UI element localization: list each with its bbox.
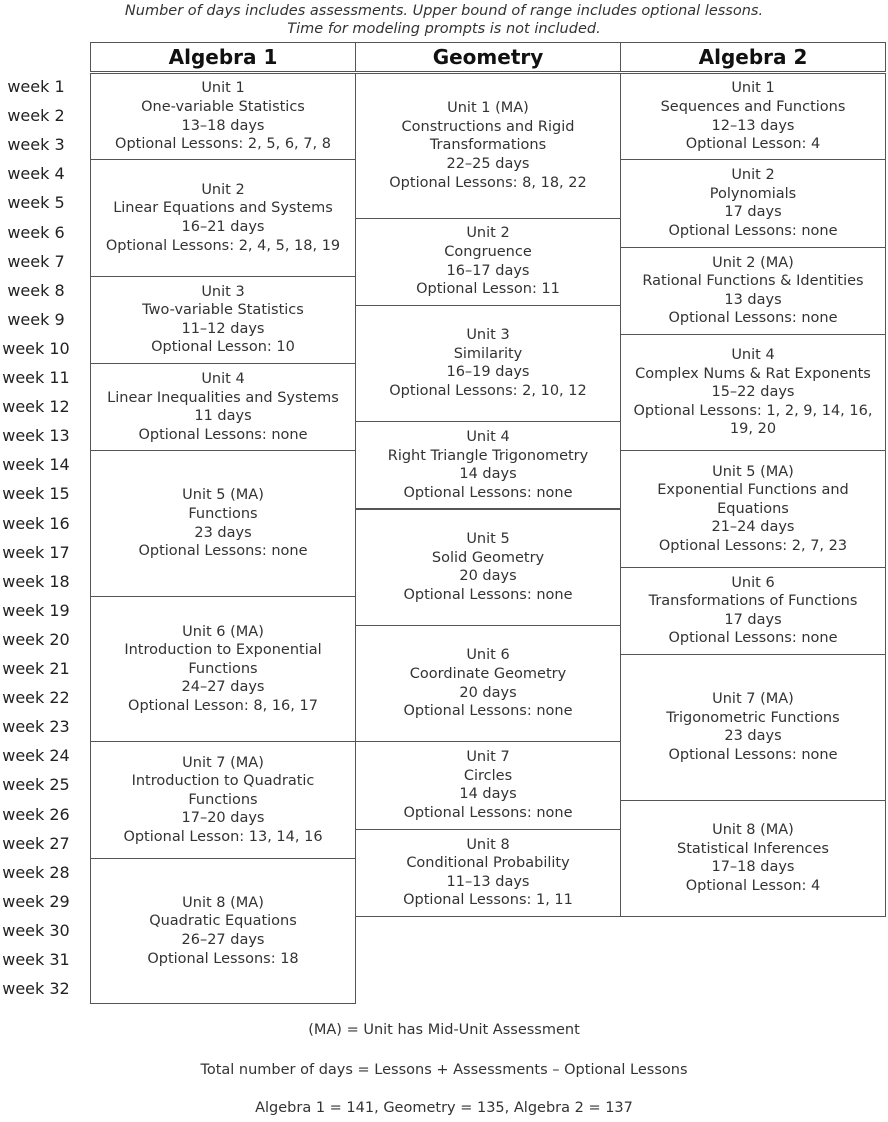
unit-line: 20 days: [459, 568, 517, 585]
unit-title: Unit 5 (MA): [712, 463, 794, 480]
unit-details: [109, 79, 337, 153]
unit-cell: [355, 73, 621, 219]
unit-line: Optional Lessons: none: [403, 805, 573, 822]
week-label: week 8: [7, 280, 65, 300]
unit-line: Rational Functions & Identities: [642, 273, 864, 290]
note-assessments: Number of days includes assessments. Upper bound of range includes optional lessons.: [124, 3, 764, 19]
header-geometry: Geometry: [355, 42, 621, 72]
unit-title: Unit 8: [466, 836, 510, 853]
unit-title: Unit 4: [201, 370, 245, 387]
unit-details: [643, 574, 864, 648]
unit-line: Transformations: [429, 137, 547, 154]
unit-title: Unit 7 (MA): [712, 691, 794, 708]
unit-line: 14 days: [459, 786, 517, 803]
unit-line: Transformations of Functions: [648, 593, 858, 610]
unit-line: Optional Lessons: 2, 10, 12: [389, 383, 587, 400]
unit-cell: [90, 596, 356, 743]
week-label: week 27: [2, 833, 70, 853]
week-label: week 11: [2, 368, 70, 387]
unit-line: 22–25 days: [446, 156, 530, 173]
unit-title: Unit 5 (MA): [182, 487, 264, 504]
unit-title: Unit 1 (MA): [447, 100, 529, 117]
week-label: week 26: [2, 804, 70, 824]
unit-details: [628, 346, 879, 439]
unit-line: Optional Lessons: none: [138, 543, 308, 560]
unit-details: [671, 821, 835, 895]
unit-title: Unit 1: [731, 80, 775, 97]
week-label: week 4: [7, 164, 65, 184]
unit-line: Conditional Probability: [406, 855, 570, 872]
unit-details: [651, 463, 854, 556]
unit-line: Trigonometric Functions: [666, 709, 840, 726]
unit-line: 26–27 days: [181, 931, 265, 948]
unit-line: Optional Lessons: 1, 2, 9, 14, 16,: [633, 402, 873, 419]
unit-title: Unit 3: [201, 283, 245, 300]
unit-line: 17–18 days: [711, 859, 795, 876]
week-label: week 14: [2, 455, 70, 475]
unit-line: Optional Lessons: none: [403, 484, 573, 501]
unit-details: [118, 623, 327, 716]
unit-line: 11–12 days: [181, 320, 265, 337]
unit-title: Unit 8 (MA): [182, 894, 264, 911]
unit-line: Introduction to Exponential: [124, 642, 322, 659]
week-label: week 25: [2, 775, 70, 795]
unit-title: Unit 8 (MA): [712, 822, 794, 838]
unit-details: [132, 486, 313, 560]
unit-line: Complex Nums & Rat Exponents: [635, 365, 871, 382]
unit-line: Linear Inequalities and Systems: [107, 389, 339, 406]
unit-line: 19, 20: [729, 421, 777, 438]
unit-cell: [90, 363, 356, 451]
unit-line: Functions: [188, 791, 258, 808]
unit-line: Optional Lessons: none: [668, 310, 838, 327]
unit-cell: [620, 450, 886, 567]
unit-line: Optional Lesson: 4: [685, 877, 821, 894]
unit-title: Unit 7: [466, 749, 510, 766]
unit-title: Unit 2 (MA): [712, 254, 794, 271]
unit-cell: [620, 800, 886, 917]
week-label: week 9: [7, 309, 65, 329]
unit-line: 16–19 days: [446, 364, 530, 381]
week-label: week 18: [2, 571, 70, 591]
unit-line: Optional Lessons: 2, 4, 5, 18, 19: [105, 237, 341, 254]
unit-cell: [90, 276, 356, 364]
unit-line: Optional Lesson: 13, 14, 16: [123, 828, 323, 845]
unit-line: Two-variable Statistics: [142, 302, 304, 319]
unit-details: [141, 894, 304, 968]
week-label: week 6: [7, 222, 65, 242]
unit-cell: [620, 247, 886, 335]
unit-line: Functions: [188, 505, 258, 522]
unit-title: Unit 6: [466, 647, 510, 664]
unit-cell: [355, 741, 621, 829]
unit-line: Optional Lesson: 4: [685, 136, 821, 153]
week-label: week 19: [2, 600, 70, 620]
week-label: week 17: [2, 542, 70, 562]
unit-line: Congruence: [444, 244, 532, 261]
unit-line: 17–20 days: [181, 810, 265, 827]
unit-title: Unit 4: [731, 347, 775, 364]
unit-details: [383, 326, 592, 400]
unit-line: 24–27 days: [181, 679, 265, 696]
unit-line: Optional Lessons: 2, 7, 23: [658, 537, 848, 554]
week-label: week 28: [2, 862, 70, 882]
unit-line: 13 days: [724, 291, 782, 308]
unit-line: Optional Lessons: 2, 5, 6, 7, 8: [115, 136, 331, 153]
unit-cell: [90, 450, 356, 597]
week-label: week 16: [2, 513, 70, 533]
unit-details: [410, 224, 566, 298]
week-label: week 7: [7, 251, 65, 271]
unit-line: Sequences and Functions: [660, 99, 846, 116]
header-algebra-2: Algebra 2: [620, 42, 886, 72]
week-label: week 1: [7, 77, 65, 96]
unit-line: 21–24 days: [711, 519, 795, 536]
unit-line: Optional Lessons: 8, 18, 22: [389, 174, 587, 191]
unit-line: 11 days: [194, 408, 252, 425]
week-label: week 24: [2, 746, 70, 766]
unit-line: Optional Lessons: none: [403, 586, 573, 603]
unit-cell: [355, 305, 621, 422]
unit-line: Linear Equations and Systems: [113, 200, 333, 217]
unit-title: Unit 6: [731, 574, 775, 591]
unit-line: Constructions and Rigid: [401, 118, 575, 135]
unit-line: Functions: [188, 660, 258, 677]
unit-line: 23 days: [724, 728, 782, 745]
unit-cell: [620, 334, 886, 451]
unit-cell: [355, 421, 621, 509]
week-label: week 31: [2, 950, 70, 969]
unit-line: 14 days: [459, 466, 517, 483]
week-label: week 3: [7, 135, 65, 155]
unit-title: Unit 1: [201, 80, 245, 97]
unit-title: Unit 2: [466, 225, 510, 242]
note-modeling-prompts: Time for modeling prompts is not included.: [287, 21, 601, 37]
unit-line: Statistical Inferences: [677, 840, 829, 857]
unit-cell: [90, 741, 356, 858]
unit-cell: [90, 159, 356, 276]
unit-line: 17 days: [724, 611, 782, 628]
unit-line: Optional Lesson: 10: [151, 339, 295, 356]
formula-total-days: Total number of days = Lessons + Assessments – Optional Lessons: [200, 1062, 688, 1078]
unit-cell: [355, 625, 621, 742]
unit-cell: [355, 509, 621, 626]
unit-line: One-variable Statistics: [141, 99, 305, 116]
unit-line: Optional Lesson: 11: [416, 281, 560, 298]
unit-details: [101, 370, 345, 444]
week-label: week 12: [2, 397, 70, 417]
unit-line: Optional Lessons: none: [668, 630, 838, 647]
unit-line: Quadratic Equations: [149, 913, 297, 930]
unit-title: Unit 7 (MA): [182, 754, 264, 771]
week-label: week 30: [2, 920, 70, 940]
unit-line: Similarity: [453, 345, 523, 362]
unit-cell: [355, 829, 621, 917]
unit-title: Unit 4: [466, 429, 510, 446]
unit-line: 11–13 days: [446, 873, 530, 890]
unit-line: 15–22 days: [711, 384, 795, 401]
week-label: week 10: [2, 338, 70, 358]
week-label: week 22: [2, 688, 70, 708]
unit-line: 20 days: [459, 684, 517, 701]
week-label: week 23: [2, 717, 70, 737]
unit-cell: [90, 858, 356, 1005]
unit-line: Equations: [717, 500, 789, 517]
unit-line: Exponential Functions and: [657, 482, 849, 499]
unit-details: [636, 254, 869, 328]
unit-line: Optional Lessons: 18: [147, 950, 299, 967]
unit-title: Unit 5: [466, 531, 510, 547]
week-label: week 20: [2, 629, 70, 649]
unit-line: 16–21 days: [181, 218, 265, 235]
unit-line: Polynomials: [709, 185, 797, 202]
week-label: week 5: [7, 193, 65, 213]
legend-mid-unit-assessment: (MA) = Unit has Mid-Unit Assessment: [308, 1022, 580, 1038]
unit-line: Introduction to Quadratic: [131, 773, 315, 790]
unit-details: [660, 690, 845, 764]
unit-cell: [355, 218, 621, 306]
unit-cell: [620, 654, 886, 801]
unit-line: 16–17 days: [446, 262, 530, 279]
unit-details: [655, 79, 852, 153]
unit-details: [397, 748, 578, 822]
unit-details: [397, 646, 578, 720]
unit-details: [136, 283, 310, 357]
unit-line: 23 days: [194, 524, 252, 541]
week-label: week 32: [2, 979, 70, 999]
unit-details: [383, 99, 592, 192]
unit-details: [382, 428, 594, 502]
unit-line: Optional Lessons: 1, 11: [403, 892, 573, 909]
unit-cell: [620, 567, 886, 655]
unit-line: 13–18 days: [181, 117, 265, 134]
unit-line: Circles: [463, 767, 513, 784]
week-label: week 15: [2, 484, 70, 504]
week-label: week 29: [2, 891, 70, 911]
unit-line: Right Triangle Trigonometry: [387, 447, 589, 464]
unit-cell: [620, 73, 886, 160]
unit-details: [117, 754, 328, 847]
unit-line: Optional Lessons: none: [668, 746, 838, 763]
unit-line: Solid Geometry: [431, 549, 545, 566]
unit-line: 17 days: [724, 204, 782, 221]
unit-line: Coordinate Geometry: [409, 665, 567, 682]
unit-line: Optional Lessons: none: [403, 703, 573, 720]
unit-title: Unit 2: [201, 181, 245, 198]
week-label: week 21: [2, 659, 70, 678]
week-label: week 13: [2, 426, 70, 446]
unit-cell: [620, 159, 886, 247]
unit-line: 12–13 days: [711, 117, 795, 134]
unit-line: Optional Lessons: none: [668, 223, 838, 240]
header-algebra-1: Algebra 1: [90, 42, 356, 72]
unit-details: [397, 530, 578, 604]
course-totals: Algebra 1 = 141, Geometry = 135, Algebra 2 = 137: [255, 1100, 633, 1116]
unit-title: Unit 3: [466, 327, 510, 344]
unit-line: Optional Lesson: 8, 16, 17: [128, 697, 318, 714]
unit-cell: [90, 73, 356, 160]
unit-details: [397, 836, 579, 910]
unit-title: Unit 6 (MA): [182, 623, 264, 640]
unit-line: Optional Lessons: none: [138, 426, 308, 443]
unit-details: [100, 181, 346, 255]
unit-details: [662, 166, 843, 240]
week-label: week 2: [7, 106, 65, 126]
unit-title: Unit 2: [731, 167, 775, 184]
